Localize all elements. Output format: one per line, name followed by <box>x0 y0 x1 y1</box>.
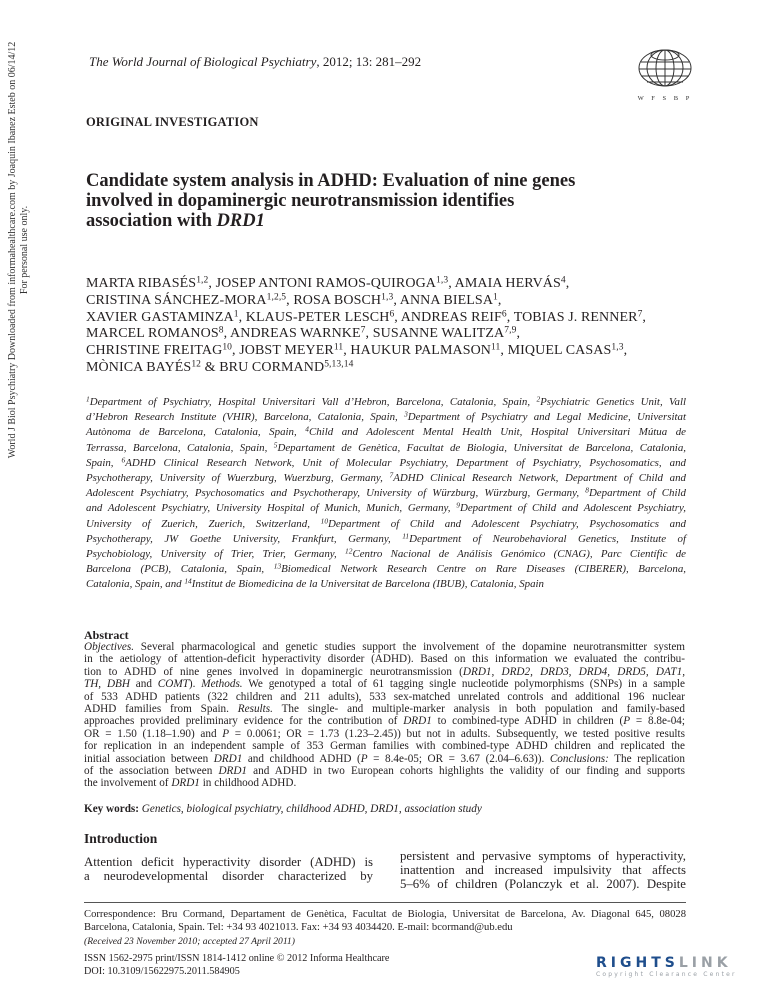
superscript: the involvement of <box>84 777 172 790</box>
journal-volume-pages: , 2012; 13: 281–292 <box>316 54 422 69</box>
text-segment: TH, DBH <box>84 678 130 691</box>
superscript: in childhood ADHD. <box>199 777 297 790</box>
superscript: Correspondence: Bru Cormand, Departament de Genètica, Facultat de Biologia, Universitat de Barcelona, Av. Diagonal 645, 08028 <box>84 909 686 920</box>
superscript: Barcelona, Catalonia, Spain. Tel: +34 93 4021013. Fax: +34 93 4034420. E-mail: bcormand@ub.edu <box>84 922 513 933</box>
superscript: of the association between <box>84 765 219 778</box>
abstract-body <box>84 641 685 790</box>
superscript: 1,3 <box>436 275 449 286</box>
superscript: Barcelona (PCB), Catalonia, Spain, <box>86 563 274 576</box>
text-line <box>84 641 685 653</box>
text-line <box>400 863 686 877</box>
text-line <box>86 276 646 293</box>
text-line <box>84 715 685 727</box>
superscript: Department of Child and Adolescent Psychiatry, <box>459 502 686 515</box>
text-line <box>84 921 686 934</box>
superscript: = 8.4e-05; OR = 3.67 (2.04–6.63)). <box>367 752 550 765</box>
text-segment: DRD1 <box>216 211 265 231</box>
text-line <box>86 532 686 547</box>
superscript: approaches provided preliminary evidence for the contribution of <box>84 715 404 728</box>
superscript: , <box>642 309 647 325</box>
text-line <box>84 908 686 921</box>
text-line <box>86 410 686 425</box>
superscript: 11 <box>491 342 501 353</box>
personal-use-notice: For personal use only. <box>19 205 30 295</box>
correspondence <box>84 908 686 934</box>
superscript: 3 <box>404 409 408 419</box>
superscript: Spain, <box>86 456 122 469</box>
superscript: , ROSA BOSCH <box>286 292 382 308</box>
superscript: , <box>516 326 521 342</box>
superscript: 14 <box>184 577 192 587</box>
abstract-heading: Abstract <box>84 628 129 642</box>
text-segment: DRD1, DRD2, DRD3, DRD4, DRD5, DAT1, <box>462 665 685 678</box>
superscript: University of Zuerich, Zuerich, Switzerland, <box>86 517 321 530</box>
superscript: 7 <box>389 470 394 480</box>
superscript: Several pharmacological and genetic studies support the involvement of the dopamine neurotransmitter system <box>134 641 685 653</box>
superscript: , MIQUEL CASAS <box>500 343 612 359</box>
introduction-right-column <box>400 849 686 891</box>
superscript: association with <box>86 211 217 231</box>
superscript: Adolescent Psychiatry, Psychosomatics and Psychotherapy, University of Würzburg, Würzburg, Germany, <box>86 487 586 500</box>
text-line <box>84 691 685 703</box>
superscript: to combined-type ADHD in children ( <box>431 715 624 728</box>
keywords-label: Key words: <box>84 803 139 815</box>
superscript: d’Hebron Research Institute (VHIR), Barcelona, Catalonia, Spain, <box>86 411 405 424</box>
superscript: in the aetiology of attention-deficit hyperactivity disorder (ADHD). Based on this information we evaluated the contribu- <box>84 653 685 666</box>
doi: DOI: 10.3109/15622975.2011.584905 <box>84 965 240 977</box>
superscript: The replication <box>608 752 685 765</box>
superscript: 10 <box>320 516 329 526</box>
text-segment: Methods. <box>201 678 243 691</box>
superscript: 11 <box>333 342 344 353</box>
text-line <box>84 869 373 883</box>
superscript: of 533 ADHD patients (322 children and 211 adults), 533 sex-matched unrelated controls and additional 196 nuclear <box>84 690 685 703</box>
superscript: 13 <box>273 561 282 571</box>
text-segment: COMT <box>157 678 189 691</box>
superscript: = 0.0061; OR = 1.73 (1.23–2.45)) but not in adults. Subsequently, we tested positive results <box>229 727 685 740</box>
text-line <box>86 360 646 377</box>
superscript: MÒNICA BAYÉS <box>86 359 192 375</box>
rightslink-logo-subtitle: Copyright Clearance Center <box>596 971 737 978</box>
rightslink-logo[interactable] <box>596 955 746 983</box>
superscript: Child and Adolescent Mental Health Unit, Hospital Universitari Mútua de <box>308 426 687 439</box>
superscript: The single- and multiple-marker analysis in both population and family-based <box>272 703 685 716</box>
text-line <box>86 547 686 562</box>
superscript: 9 <box>456 501 460 511</box>
text-line <box>86 577 686 592</box>
superscript: a neurodevelopmental disorder characterized by <box>84 869 373 883</box>
text-line <box>86 471 686 486</box>
text-segment: Objectives. <box>84 641 135 653</box>
superscript: 5,13,14 <box>324 359 354 370</box>
superscript: 5–6% of children (Polanczyk et al. 2007). Despite <box>400 877 686 891</box>
text-segment: P <box>360 752 368 765</box>
superscript: & BRU CORMAND <box>201 359 325 375</box>
author-list <box>86 276 646 377</box>
superscript: for replication in an independent sample of 353 German families with combined-type ADHD children and replicated the <box>84 740 685 753</box>
text-line <box>86 501 686 516</box>
text-line <box>86 425 686 440</box>
logo-letters: W F S B P <box>637 95 693 102</box>
journal-name: The World Journal of Biological Psychiatry <box>89 54 317 69</box>
superscript: Institut de Biomedicina de la Universitat de Barcelona (IBUB), Catalonia, Spain <box>191 578 545 591</box>
rightslink-logo-link: LINK <box>678 955 732 971</box>
text-line <box>84 653 685 665</box>
issn: ISSN 1562-2975 print/ISSN 1814-1412 online © 2012 Informa Healthcare <box>84 953 390 964</box>
superscript: 8 <box>585 485 589 495</box>
superscript: Department of Psychiatry and Legal Medicine, Universitat <box>407 411 686 424</box>
keywords <box>84 803 482 815</box>
superscript: , JOSEP ANTONI RAMOS-QUIROGA <box>208 276 437 291</box>
wfsbp-globe-logo <box>622 38 708 108</box>
superscript: , ANDREAS WARNKE <box>223 326 361 342</box>
superscript: persistent and pervasive symptoms of hyperactivity, <box>400 849 686 863</box>
text-line <box>86 343 646 360</box>
superscript: 1,3 <box>611 342 624 353</box>
superscript: Terrassa, Barcelona, Catalonia, Spain, <box>86 441 274 454</box>
superscript: ADHD Clinical Research Network, Department of Child and <box>393 472 686 485</box>
superscript: 4 <box>305 425 309 435</box>
superscript: and Adolescent Psychiatry, University Hospital of Munich, Munich, Germany, <box>86 502 457 515</box>
text-line <box>84 678 685 690</box>
superscript: , HAUKUR PALMASON <box>343 343 492 359</box>
text-segment: DRD1 <box>171 777 200 790</box>
text-line <box>400 877 686 891</box>
superscript: 12 <box>345 546 353 556</box>
superscript: 1,3 <box>381 292 394 303</box>
text-segment: Conclusions: <box>549 752 609 765</box>
superscript: 2 <box>536 394 541 404</box>
superscript: and ADHD in two European cohorts highlights the validity of our finding and supports <box>247 765 686 778</box>
superscript: 7,9 <box>504 326 517 337</box>
superscript: , <box>623 343 628 359</box>
superscript: involved in dopaminergic neurotransmission identifies <box>86 191 515 211</box>
superscript: = 8.8e-04; <box>630 715 686 728</box>
text-line <box>86 293 646 310</box>
text-line <box>86 191 575 211</box>
introduction-left-column <box>84 855 373 883</box>
superscript: Psychotherapy, University of Wuerzburg, Wuerzburg, Germany, <box>86 472 390 485</box>
text-line <box>86 326 646 343</box>
text-segment: DRD1 <box>218 765 248 778</box>
superscript: MARCEL ROMANOS <box>86 326 219 342</box>
superscript: , ANDREAS REIF <box>394 309 502 325</box>
superscript: 6 <box>389 309 395 320</box>
superscript: Catalonia, Spain, and <box>86 578 185 591</box>
superscript: Psychotherapy, JW Goethe University, Frankfurt, Germany, <box>86 532 403 545</box>
superscript: Department of Child and Adolescent Psychiatry, Psychosomatics and <box>328 517 686 530</box>
text-line <box>86 441 686 456</box>
superscript: 1,2 <box>196 275 209 286</box>
text-line <box>86 211 575 231</box>
superscript: OR = 1.50 (1.18–1.90) and <box>84 727 223 740</box>
superscript: 1 <box>233 309 239 320</box>
superscript: , KLAUS-PETER LESCH <box>238 309 390 325</box>
superscript: 12 <box>191 359 202 370</box>
article-type-label: ORIGINAL INVESTIGATION <box>86 115 259 129</box>
received-dates: (Received 23 November 2010; accepted 27 April 2011) <box>84 936 295 947</box>
superscript: 1 <box>493 292 498 303</box>
text-line <box>86 517 686 532</box>
text-line <box>84 703 685 715</box>
text-segment: DRD1 <box>403 715 432 728</box>
superscript: tion to ADHD of nine genes involved in dopaminergic neurotransmission ( <box>84 665 463 678</box>
superscript: inattention and increased impulsivity that affects <box>400 863 686 877</box>
superscript: CRISTINA SÁNCHEZ-MORA <box>86 292 267 308</box>
superscript: , SUSANNE WALITZA <box>365 326 505 342</box>
text-line <box>86 456 686 471</box>
download-notice-line: World J Biol Psychiatry Downloaded from informahealthcare.com by Joaquin Ibanez Esteb on 06/14/12 <box>7 41 18 459</box>
superscript: We genotyped a total of 61 tagging single nucleotide polymorphisms (SNPs) in a sample <box>242 678 686 691</box>
article-title <box>86 171 575 231</box>
superscript: , JOBST MEYER <box>232 343 334 359</box>
superscript: Department of Neurobehavioral Genetics, Institute of <box>409 532 686 545</box>
superscript: Candidate system analysis in ADHD: Evaluation of nine genes <box>86 171 576 191</box>
rightslink-logo-rights: RIGHTS <box>596 955 679 971</box>
text-line <box>86 562 686 577</box>
superscript: 1,2,5 <box>266 292 287 303</box>
superscript: Attention deficit hyperactivity disorder (ADHD) is <box>84 855 373 869</box>
superscript: and <box>129 678 158 691</box>
superscript: 10 <box>222 342 233 353</box>
superscript: 4 <box>560 275 566 286</box>
superscript: , TOBIAS J. RENNER <box>506 309 638 325</box>
superscript: Centro Nacional de Análisis Genómico (CNAG), Parc Científic de <box>352 548 686 561</box>
superscript: , AMAIA HERVÁS <box>448 276 561 291</box>
superscript: 1 <box>86 394 90 404</box>
superscript: 6 <box>121 455 126 465</box>
superscript: ). <box>188 678 202 691</box>
text-segment: DRD1 <box>213 752 243 765</box>
text-line <box>84 666 685 678</box>
superscript: Psychiatric Genetics Unit, Vall <box>540 396 686 408</box>
superscript: 11 <box>402 531 410 541</box>
text-segment: Results. <box>237 703 273 716</box>
superscript: Department of Child <box>588 487 686 500</box>
text-segment: P <box>623 715 631 728</box>
journal-citation <box>89 54 421 70</box>
superscript: Psychobiology, University of Trier, Trier, Germany, <box>86 548 346 561</box>
superscript: 7 <box>360 326 366 337</box>
affiliations <box>86 395 686 593</box>
superscript: Autònoma de Barcelona, Catalonia, Spain, <box>86 426 306 439</box>
globe-icon <box>622 38 708 108</box>
superscript: ADHD families from Spain. <box>84 703 238 716</box>
superscript: MARTA RIBASÉS <box>86 276 197 291</box>
text-line <box>84 740 685 752</box>
download-notice <box>4 35 34 465</box>
text-line <box>84 753 685 765</box>
text-line <box>84 855 373 869</box>
superscript: 7 <box>637 309 643 320</box>
superscript: CHRISTINE FREITAG <box>86 343 223 359</box>
text-line <box>84 728 685 740</box>
superscript: Department of Psychiatry, Hospital Universitari Vall d’Hebron, Barcelona, Catalonia, Spain, <box>89 396 537 408</box>
text-line <box>86 171 575 191</box>
text-line <box>400 849 686 863</box>
superscript: ADHD Clinical Research Network, Unit of Molecular Psychiatry, Department of Psychiatry, Psychosomatics, and <box>125 456 686 469</box>
introduction-heading: Introduction <box>84 831 158 846</box>
text-segment: P <box>222 727 230 740</box>
superscript: 5 <box>273 440 278 450</box>
text-line <box>86 310 646 327</box>
superscript: , ANNA BIELSA <box>393 292 494 308</box>
publication-info <box>84 953 389 978</box>
superscript: initial association between <box>84 752 214 765</box>
superscript: and childhood ADHD ( <box>242 752 361 765</box>
superscript: , <box>565 276 570 291</box>
text-line <box>86 486 686 501</box>
text-line <box>84 777 685 789</box>
text-line <box>84 765 685 777</box>
superscript: , <box>497 292 502 308</box>
superscript: Departament de Genètica, Facultat de Biologia, Universitat de Barcelona, Catalonia, <box>277 441 687 454</box>
keywords-value: Genetics, biological psychiatry, childhood ADHD, DRD1, association study <box>141 803 482 815</box>
superscript: 6 <box>501 309 507 320</box>
superscript: 8 <box>218 326 224 337</box>
text-line <box>86 395 686 410</box>
footnote-divider <box>84 902 686 903</box>
superscript: XAVIER GASTAMINZA <box>86 309 234 325</box>
superscript: Biomedical Network Research Centre on Rare Diseases (CIBERER), Barcelona, <box>281 563 686 576</box>
